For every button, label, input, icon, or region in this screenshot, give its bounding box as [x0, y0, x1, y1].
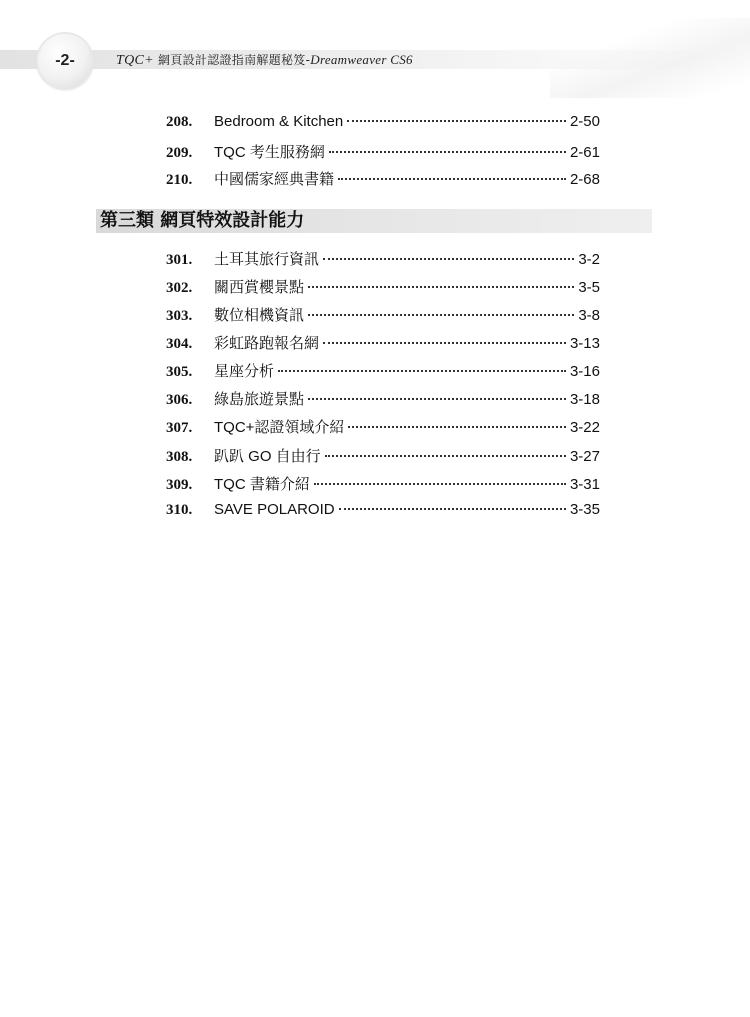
page-number-badge — [38, 34, 92, 88]
toc-entry-page: 3-8 — [578, 307, 600, 324]
toc-entry-number: 301. — [166, 252, 193, 268]
running-title — [116, 51, 413, 69]
toc-entry-number: 304. — [166, 336, 193, 352]
toc-entry-number: 307. — [166, 420, 193, 436]
toc-dot-leader — [339, 508, 566, 510]
toc-entry-title: 關西賞櫻景點 — [214, 279, 305, 296]
toc-entry-page: 3-35 — [569, 501, 600, 518]
toc-entry-page: 2-50 — [569, 113, 600, 130]
toc-entry[interactable] — [166, 501, 600, 523]
toc-entry-page: 3-31 — [569, 476, 600, 493]
toc-entry-number: 210. — [166, 172, 193, 188]
toc-entry-page: 2-61 — [569, 144, 600, 161]
toc-entry[interactable] — [166, 304, 600, 326]
toc-entry[interactable] — [166, 248, 600, 270]
toc-entry-title: Bedroom & Kitchen — [214, 113, 344, 130]
toc-entry-page: 3-27 — [569, 448, 600, 465]
toc-entry[interactable] — [166, 445, 600, 467]
toc-entry-number: 303. — [166, 308, 193, 324]
toc-entry-title: 趴趴 GO 自由行 — [214, 448, 321, 465]
toc-entry-title: 星座分析 — [214, 363, 275, 380]
running-title-product: Dreamweaver CS6 — [310, 52, 413, 67]
toc-dot-leader — [308, 286, 574, 288]
toc-entry-page: 2-68 — [569, 171, 600, 188]
toc-entry-page: 3-18 — [569, 391, 600, 408]
toc-entry-number: 208. — [166, 114, 193, 130]
toc-entry[interactable] — [166, 388, 600, 410]
running-title-text: 網頁設計認證指南解題秘笈- — [153, 53, 311, 67]
toc-entry[interactable] — [166, 141, 600, 163]
toc-entry[interactable] — [166, 113, 600, 135]
toc-entry[interactable] — [166, 168, 600, 190]
toc-entry-page: 3-16 — [569, 363, 600, 380]
toc-entry-page: 3-2 — [578, 251, 600, 268]
toc-entry-page: 3-22 — [569, 419, 600, 436]
toc-dot-leader — [308, 314, 574, 316]
toc-entry-page: 3-5 — [578, 279, 600, 296]
toc-dot-leader — [323, 258, 574, 260]
section-heading: 第三類 網頁特效設計能力 — [100, 210, 305, 231]
running-title-brand: TQC+ — [116, 53, 154, 68]
toc-entry[interactable] — [166, 360, 600, 382]
toc-entry[interactable] — [166, 416, 600, 438]
toc-dot-leader — [347, 120, 566, 122]
toc-entry-title: 數位相機資訊 — [214, 307, 305, 324]
toc-entry-page: 3-13 — [569, 335, 600, 352]
toc-entry-title: SAVE POLAROID — [214, 501, 335, 518]
toc-entry-title: TQC 考生服務網 — [214, 144, 325, 161]
page-number: -2- — [55, 52, 75, 69]
toc-entry-number: 309. — [166, 477, 193, 493]
toc-dot-leader — [314, 483, 566, 485]
toc-dot-leader — [278, 370, 566, 372]
toc-dot-leader — [329, 151, 566, 153]
toc-entry-title: 彩虹路跑報名網 — [214, 335, 320, 352]
toc-entry-number: 310. — [166, 502, 193, 518]
toc-dot-leader — [325, 455, 566, 457]
toc-entry-number: 308. — [166, 449, 193, 465]
toc-dot-leader — [338, 178, 566, 180]
toc-entry-number: 306. — [166, 392, 193, 408]
toc-entry-title: TQC 書籍介紹 — [214, 476, 310, 493]
toc-entry-title: 土耳其旅行資訊 — [214, 251, 320, 268]
toc-entry-title: 綠島旅遊景點 — [214, 391, 305, 408]
toc-entry-title: TQC+認證領域介紹 — [214, 419, 345, 436]
toc-entry-number: 305. — [166, 364, 193, 380]
toc-entry-number: 302. — [166, 280, 193, 296]
toc-dot-leader — [308, 398, 566, 400]
toc-entry-title: 中國儒家經典書籍 — [214, 171, 335, 188]
toc-dot-leader — [323, 342, 566, 344]
toc-entry[interactable] — [166, 276, 600, 298]
toc-entry[interactable] — [166, 332, 600, 354]
toc-dot-leader — [348, 426, 566, 428]
header-decoration — [550, 18, 750, 98]
toc-entry[interactable] — [166, 473, 600, 495]
toc-entry-number: 209. — [166, 145, 193, 161]
